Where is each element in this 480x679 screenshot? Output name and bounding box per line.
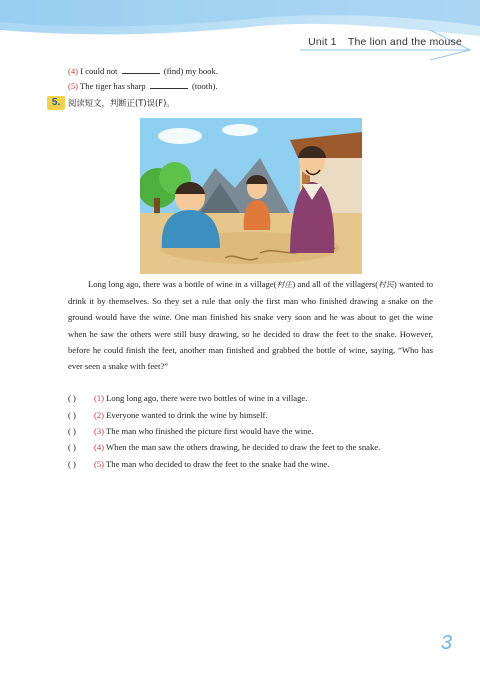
question-number-badge: 5.: [47, 96, 65, 110]
item-text-after: (tooth).: [191, 81, 218, 91]
unit-title: [300, 36, 462, 48]
statement-3: [68, 425, 313, 437]
item-text-after: (find) my book.: [163, 66, 218, 76]
unit-number: Unit 1: [308, 36, 337, 48]
statement-4: [68, 441, 380, 453]
statement-number: (2): [94, 410, 105, 420]
statement-text: Everyone wanted to drink the wine by himself.: [106, 410, 268, 420]
statement-text: Long long ago, there were two bottles of wine in a village.: [106, 393, 308, 403]
passage-text-1: Long long ago, there was a bottle of wine in a village(: [88, 279, 277, 289]
passage-text-2: ) and all of the villagers(: [292, 279, 379, 289]
header-banner: [0, 0, 480, 60]
statement-number: (5): [94, 459, 105, 469]
statement-1: [68, 392, 307, 404]
prev-item-4: [68, 65, 218, 77]
statement-2: [68, 409, 268, 421]
statement-text: The man who decided to draw the feet to the snake had the wine.: [106, 459, 330, 469]
statement-text: When the man saw the others drawing, he decided to draw the feet to the snake.: [106, 442, 381, 452]
answer-paren[interactable]: ( ): [68, 426, 76, 436]
prev-item-5: [68, 80, 218, 92]
item-text-before: I could not: [80, 66, 118, 76]
answer-blank[interactable]: [150, 80, 188, 89]
gloss-villagers: 村民: [378, 280, 394, 289]
item-text-before: The tiger has sharp: [80, 81, 146, 91]
story-illustration: [140, 118, 362, 274]
question-instruction: 阅读短文，判断正(T)误(F)。: [68, 98, 175, 108]
item-number: (4): [68, 66, 79, 76]
statement-number: (1): [94, 393, 105, 403]
reading-passage: [68, 276, 433, 374]
statement-5: [68, 458, 329, 470]
statement-number: (3): [94, 426, 105, 436]
unit-name: The lion and the mouse: [347, 36, 462, 48]
answer-paren[interactable]: ( ): [68, 442, 76, 452]
answer-paren[interactable]: ( ): [68, 393, 76, 403]
passage-text-3: ) wanted to drink it by themselves. So they set a rule that only the first man who finished drawing a snake on the ground would have the wine. One man finished his snake very soon and he was about to get the wine when he saw the others were still busy drawing, so he decided to draw the feet to the snake. However, before he could finish the feet, another man finished and grabbed the bottle of wine, saying, “Who has ever seen a snake with feet?”: [68, 279, 434, 372]
page-number: 3: [440, 632, 452, 654]
gloss-village: 村庄: [276, 280, 293, 289]
statement-number: (4): [94, 442, 105, 452]
statement-text: The man who finished the picture first would have the wine.: [106, 426, 314, 436]
answer-blank[interactable]: [122, 65, 160, 74]
answer-paren[interactable]: ( ): [68, 459, 76, 469]
item-number: (5): [68, 81, 79, 91]
answer-paren[interactable]: ( ): [68, 410, 76, 420]
